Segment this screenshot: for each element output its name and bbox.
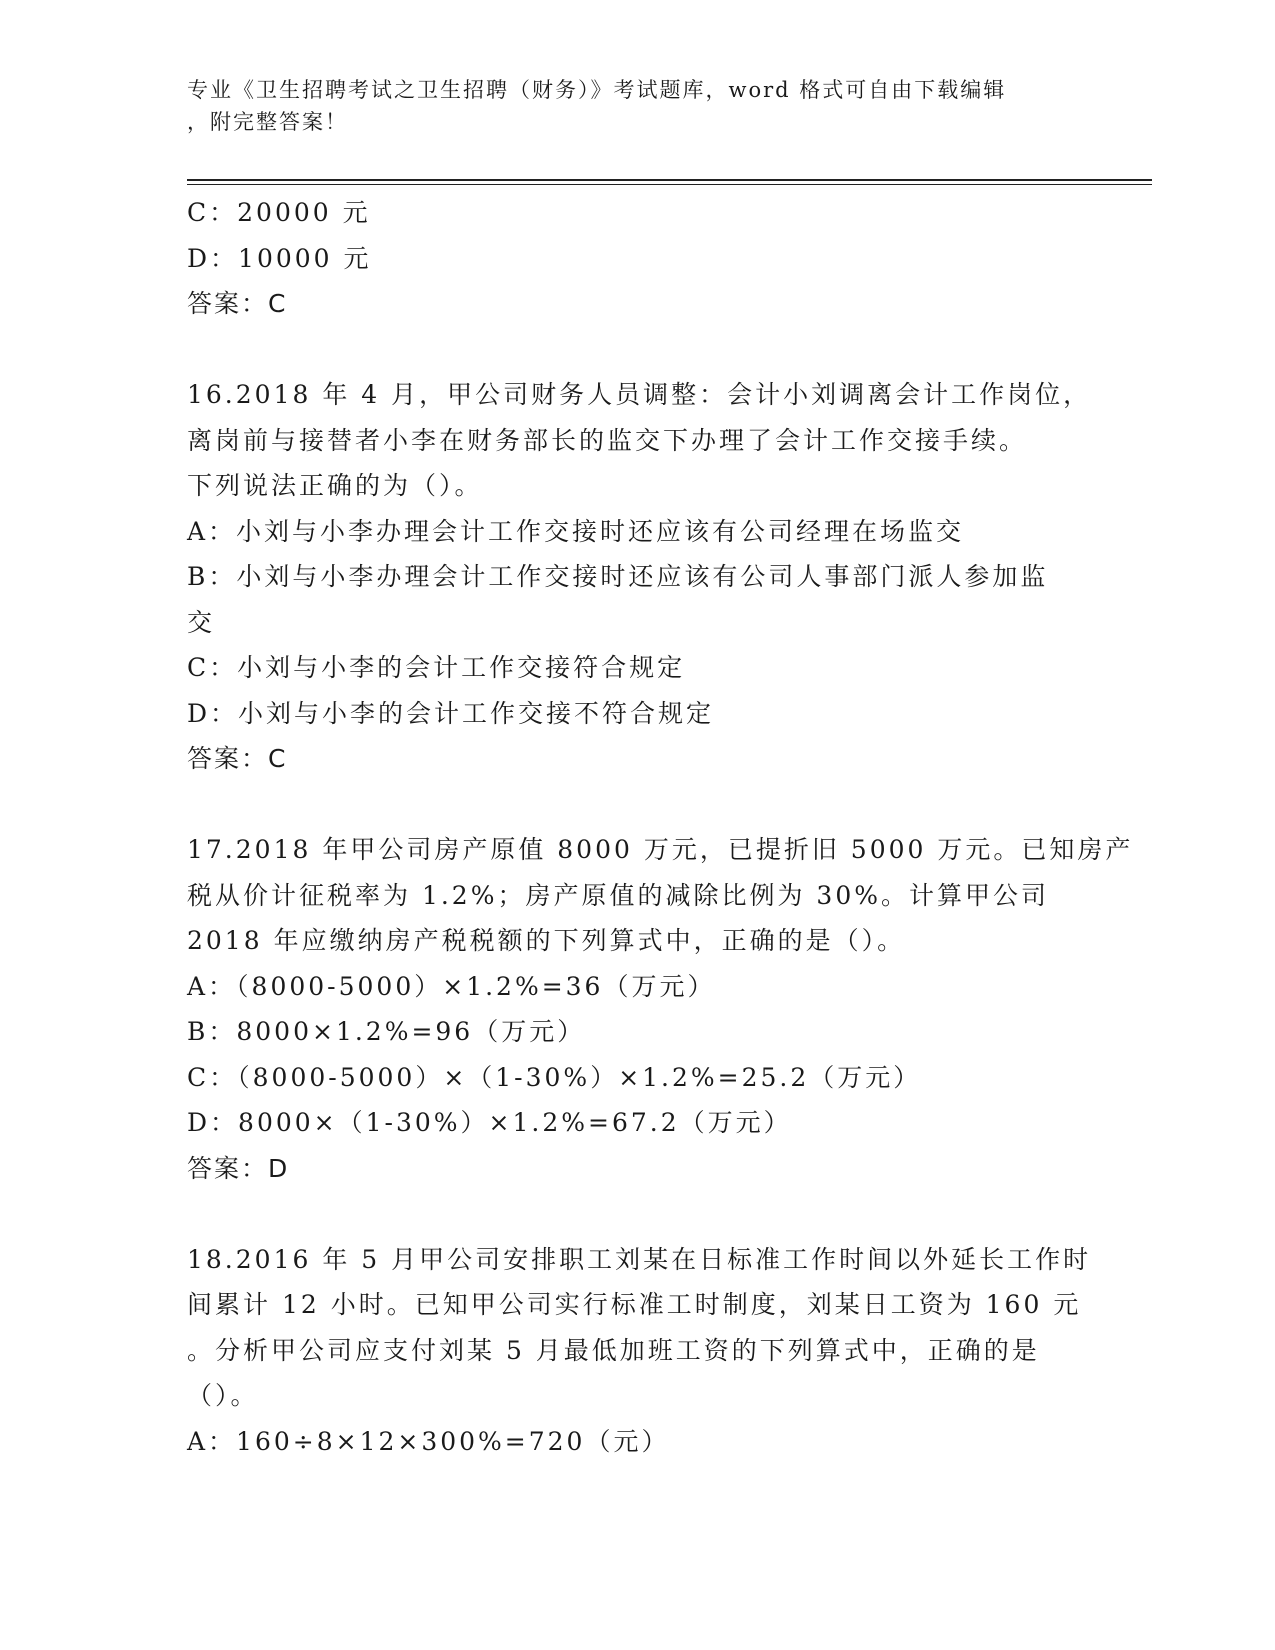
question-stem: （）。 (187, 1381, 259, 1410)
question-stem: 18.2016 年 5 月甲公司安排职工刘某在日标准工作时间以外延长工作时 (187, 1244, 1092, 1274)
question-stem: 税从价计征税率为 1.2%；房产原值的减除比例为 30%。计算甲公司 (187, 880, 1049, 910)
header-rule-thin (187, 184, 1152, 185)
document-header (187, 74, 1067, 138)
option-d: D：8000×（1-30%）×1.2%=67.2（万元） (187, 1108, 792, 1137)
question-17 (187, 827, 1134, 1191)
header-line-1: 专业《卫生招聘考试之卫生招聘（财务）》考试题库，word 格式可自由下载编辑 (187, 78, 1007, 102)
option-c: C：小刘与小李的会计工作交接符合规定 (187, 653, 686, 682)
answer-line: 答案：C (187, 744, 288, 773)
question-stem: 下列说法正确的为（）。 (187, 471, 483, 500)
answer-line: 答案：C (187, 289, 288, 318)
question-stem: 离岗前与接替者小李在财务部长的监交下办理了会计工作交接手续。 (187, 425, 1028, 455)
option-d: D：10000 元 (187, 243, 372, 273)
question-stem: 2018 年应缴纳房产税税额的下列算式中，正确的是（）。 (187, 926, 906, 955)
question-18 (187, 1237, 1092, 1465)
option-a: A：（8000-5000）×1.2%=36（万元） (187, 971, 716, 1001)
question-16 (187, 372, 1092, 782)
answer-line: 答案：D (187, 1153, 290, 1183)
header-rule-thick (187, 179, 1152, 181)
option-a: A：小刘与小李办理会计工作交接时还应该有公司经理在场监交 (187, 516, 965, 546)
question-stem: 17.2018 年甲公司房产原值 8000 万元，已提折旧 5000 万元。已知房产 (187, 835, 1134, 864)
option-d: D：小刘与小李的会计工作交接不符合规定 (187, 698, 715, 728)
spacer (187, 1191, 1087, 1237)
option-a: A：160÷8×12×300%=720（元） (187, 1426, 670, 1456)
option-b: B：8000×1.2%=96（万元） (187, 1017, 586, 1046)
option-c: C：（8000-5000）×（1-30%）×1.2%=25.2（万元） (187, 1062, 922, 1092)
question-stem: 。分析甲公司应支付刘某 5 月最低加班工资的下列算式中，正确的是 (187, 1335, 1040, 1365)
header-line-2: ，附完整答案！ (187, 110, 348, 134)
question-stem: 间累计 12 小时。已知甲公司实行标准工时制度，刘某日工资为 160 元 (187, 1290, 1082, 1319)
prev-question-tail (187, 190, 1087, 327)
option-b: B：小刘与小李办理会计工作交接时还应该有公司人事部门派人参加监 (187, 562, 1049, 591)
option-b-continued: 交 (187, 607, 216, 637)
question-stem: 16.2018 年 4 月，甲公司财务人员调整：会计小刘调离会计工作岗位， (187, 380, 1092, 409)
spacer (187, 327, 1087, 373)
spacer (187, 782, 1087, 828)
option-c: C：20000 元 (187, 198, 371, 227)
question-content (187, 190, 1134, 1464)
